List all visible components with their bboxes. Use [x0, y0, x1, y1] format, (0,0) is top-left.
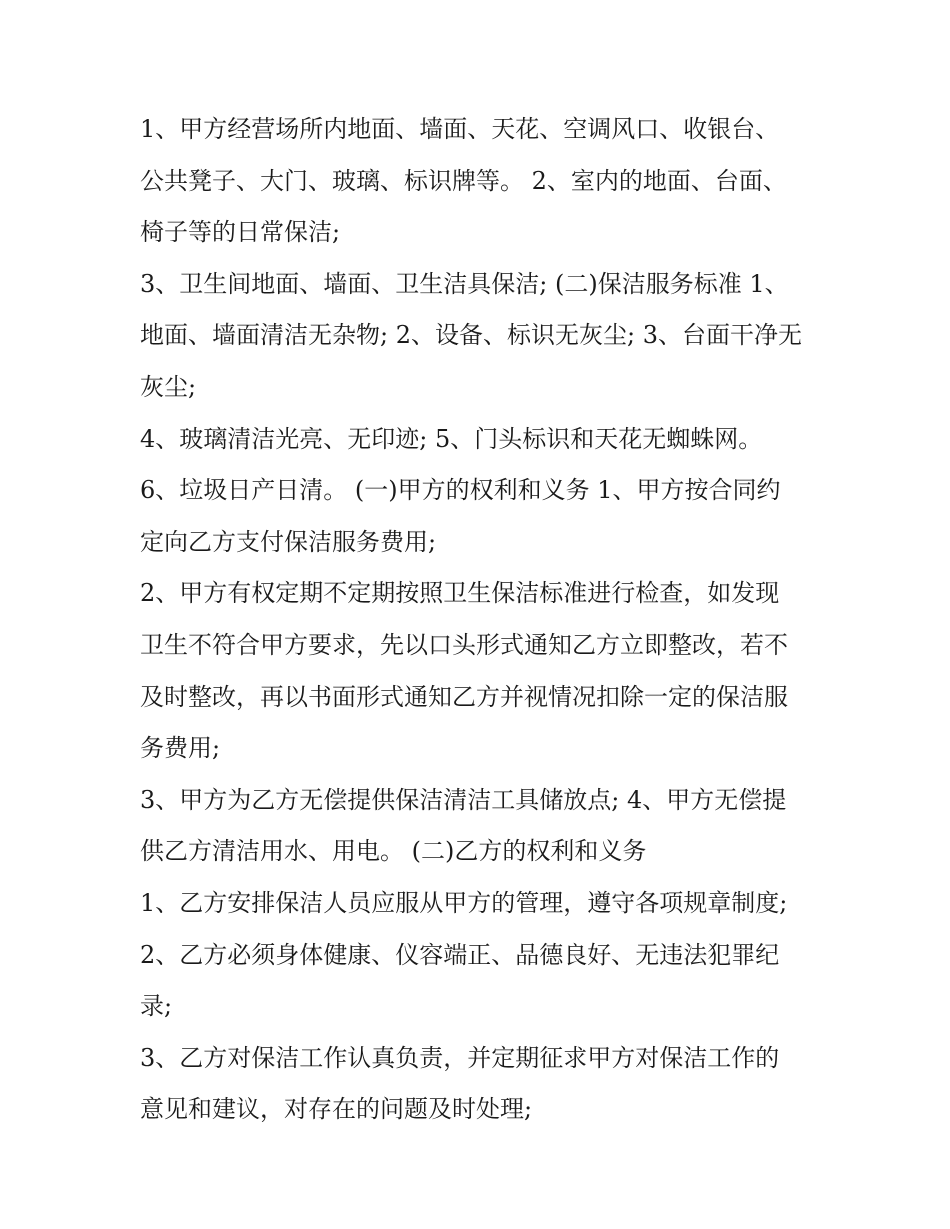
text-line: 公共凳子、大门、玻璃、标识牌等。 2、室内的地面、台面、 [140, 166, 787, 195]
paragraph-1 [140, 104, 820, 259]
text-line: 椅子等的日常保洁; [140, 218, 341, 247]
text-line: 意见和建议，对存在的问题及时处理; [140, 1095, 533, 1124]
paragraph-8 [140, 930, 820, 1033]
text-line: 6、垃圾日产日清。 (一)甲方的权利和义务 1、甲方按合同约 [140, 476, 781, 505]
paragraph-3 [140, 414, 820, 466]
paragraph-7 [140, 878, 820, 930]
text-line: 1、乙方安排保洁人员应服从甲方的管理，遵守各项规章制度; [140, 888, 788, 917]
paragraph-4 [140, 465, 820, 568]
paragraph-2 [140, 259, 820, 414]
paragraph-9 [140, 1033, 820, 1136]
text-line: 录; [140, 992, 173, 1021]
text-line: 卫生不符合甲方要求，先以口头形式通知乙方立即整改，若不 [140, 630, 788, 659]
text-line: 务费用; [140, 734, 221, 763]
text-line: 4、玻璃清洁光亮、无印迹; 5、门头标识和天花无蜘蛛网。 [140, 424, 763, 453]
text-line: 3、卫生间地面、墙面、卫生洁具保洁; (二)保洁服务标准 1、 [140, 269, 789, 298]
text-line: 灰尘; [140, 372, 197, 401]
text-line: 供乙方清洁用水、用电。 (二)乙方的权利和义务 [140, 837, 647, 866]
text-line: 2、甲方有权定期不定期按照卫生保洁标准进行检查，如发现 [140, 579, 780, 608]
text-line: 3、甲方为乙方无偿提供保洁清洁工具储放点; 4、甲方无偿提 [140, 785, 787, 814]
text-line: 定向乙方支付保洁服务费用; [140, 527, 437, 556]
text-line: 地面、墙面清洁无杂物; 2、设备、标识无灰尘; 3、台面干净无 [140, 321, 802, 350]
text-line: 3、乙方对保洁工作认真负责，并定期征求甲方对保洁工作的 [140, 1043, 780, 1072]
paragraph-6 [140, 775, 820, 878]
document-body [140, 104, 820, 1136]
text-line: 2、乙方必须身体健康、仪容端正、品德良好、无违法犯罪纪 [140, 940, 780, 969]
text-line: 及时整改，再以书面形式通知乙方并视情况扣除一定的保洁服 [140, 682, 788, 711]
text-line: 1、甲方经营场所内地面、墙面、天花、空调风口、收银台、 [140, 115, 780, 143]
paragraph-5 [140, 568, 820, 774]
